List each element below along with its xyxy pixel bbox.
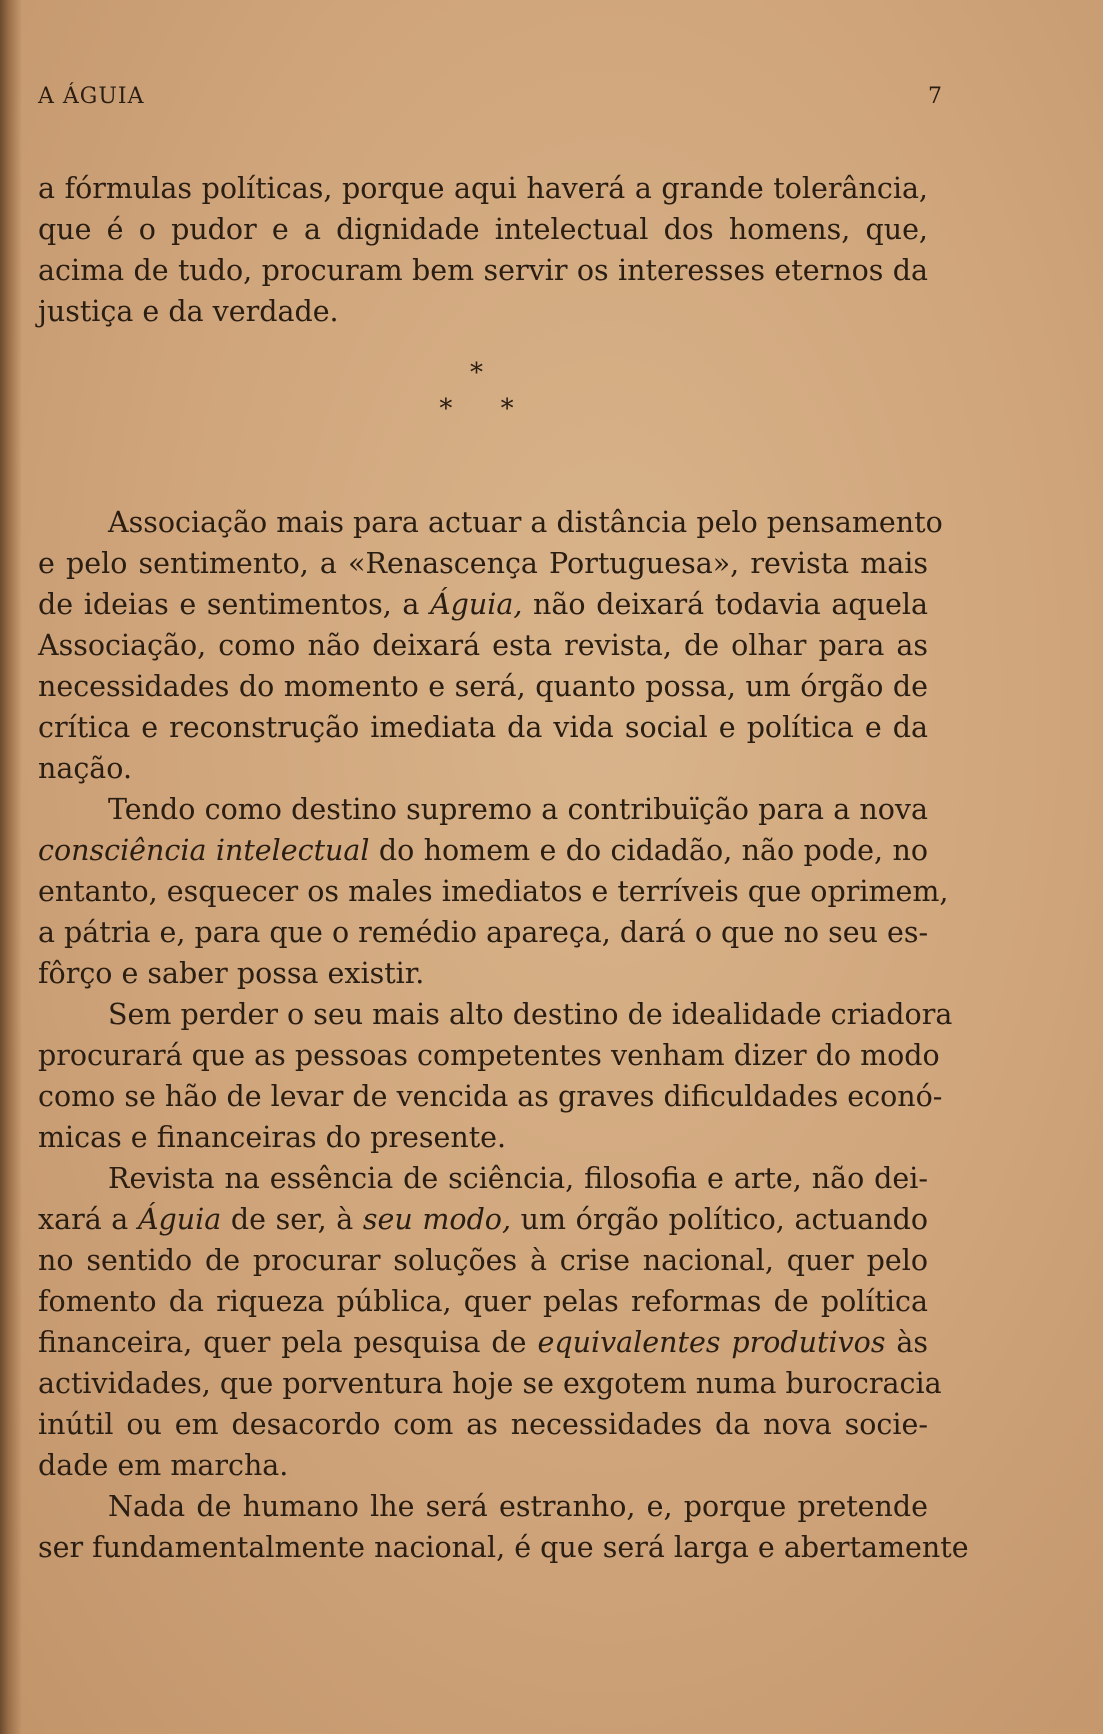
running-header (38, 84, 943, 109)
text-line: justiça e da verdade. (38, 295, 339, 328)
italic-phrase: equivalentes produtivos (537, 1326, 886, 1359)
text-line (38, 584, 928, 625)
text-line: Revista na essência de sciência, filosofia e arte, não dei- (108, 1162, 928, 1195)
text-run: de ser, à (221, 1203, 363, 1236)
text-line (38, 1322, 928, 1363)
text-line (38, 830, 928, 871)
text-line: acima de tudo, procuram bem servir os interesses eternos da (38, 254, 928, 287)
text-run: do homem e do cidadão, não pode, no (369, 834, 928, 867)
text-run: um órgão político, actuando (511, 1203, 928, 1236)
text-line: a fórmulas políticas, porque aqui haverá a grande tolerância, (38, 172, 928, 205)
text-line: entanto, esquecer os males imediatos e terríveis que oprimem, (38, 875, 949, 908)
text-run: xará a (38, 1203, 138, 1236)
text-line: Nada de humano lhe será estranho, e, porque pretende (108, 1490, 928, 1523)
text-run: financeira, quer pela pesquisa de (38, 1326, 538, 1359)
section-separator-bottom: * * (439, 394, 514, 424)
page-binding-edge (0, 0, 22, 1734)
italic-phrase: seu modo, (362, 1203, 512, 1236)
text-line: fomento da riqueza pública, quer pelas reformas de política (38, 1285, 928, 1318)
text-line: procurará que as pessoas competentes venham dizer do modo (38, 1039, 940, 1072)
text-line: ser fundamentalmente nacional, é que será larga e abertamente (38, 1531, 969, 1564)
text-line: Tendo como destino supremo a contribuïção para a nova (108, 793, 928, 826)
text-line: inútil ou em desacordo com as necessidades da nova socie- (38, 1408, 928, 1441)
text-line: Associação, como não deixará esta revista, de olhar para as (38, 629, 928, 662)
running-title: A ÁGUIA (38, 84, 145, 109)
text-line: como se hão de levar de vencida as graves dificuldades econó- (38, 1080, 943, 1113)
text-line (38, 1199, 928, 1240)
text-line: necessidades do momento e será, quanto possa, um órgão de (38, 670, 928, 703)
text-line: a pátria e, para que o remédio apareça, dará o que no seu es- (38, 916, 929, 949)
text-line: dade em marcha. (38, 1449, 289, 1482)
text-line: actividades, que porventura hoje se exgotem numa burocracia (38, 1367, 942, 1400)
text-line: que é o pudor e a dignidade intelectual dos homens, que, (38, 213, 928, 246)
text-line: no sentido de procurar soluções à crise nacional, quer pelo (38, 1244, 928, 1277)
page-number: 7 (928, 84, 943, 109)
text-line: Sem perder o seu mais alto destino de idealidade criadora (108, 998, 953, 1031)
text-line: e pelo sentimento, a «Renascença Portuguesa», revista mais (38, 547, 928, 580)
text-line: micas e financeiras do presente. (38, 1121, 507, 1154)
text-line: fôrço e saber possa existir. (38, 957, 425, 990)
italic-title: Águia (137, 1203, 222, 1236)
body-text (38, 502, 969, 1568)
paragraph-continuation (38, 168, 928, 332)
text-run: de ideias e sentimentos, a (38, 588, 431, 621)
italic-phrase: consciência intelectual (38, 834, 370, 867)
italic-title: Águia, (430, 588, 523, 621)
text-run: às (885, 1326, 929, 1359)
text-run: não deixará todavia aquela (522, 588, 928, 621)
text-line: nação. (38, 752, 133, 785)
text-line: Associação mais para actuar a distância pelo pensamento (108, 506, 943, 539)
text-line: crítica e reconstrução imediata da vida social e política e da (38, 711, 928, 744)
section-separator-top: * (470, 358, 483, 388)
